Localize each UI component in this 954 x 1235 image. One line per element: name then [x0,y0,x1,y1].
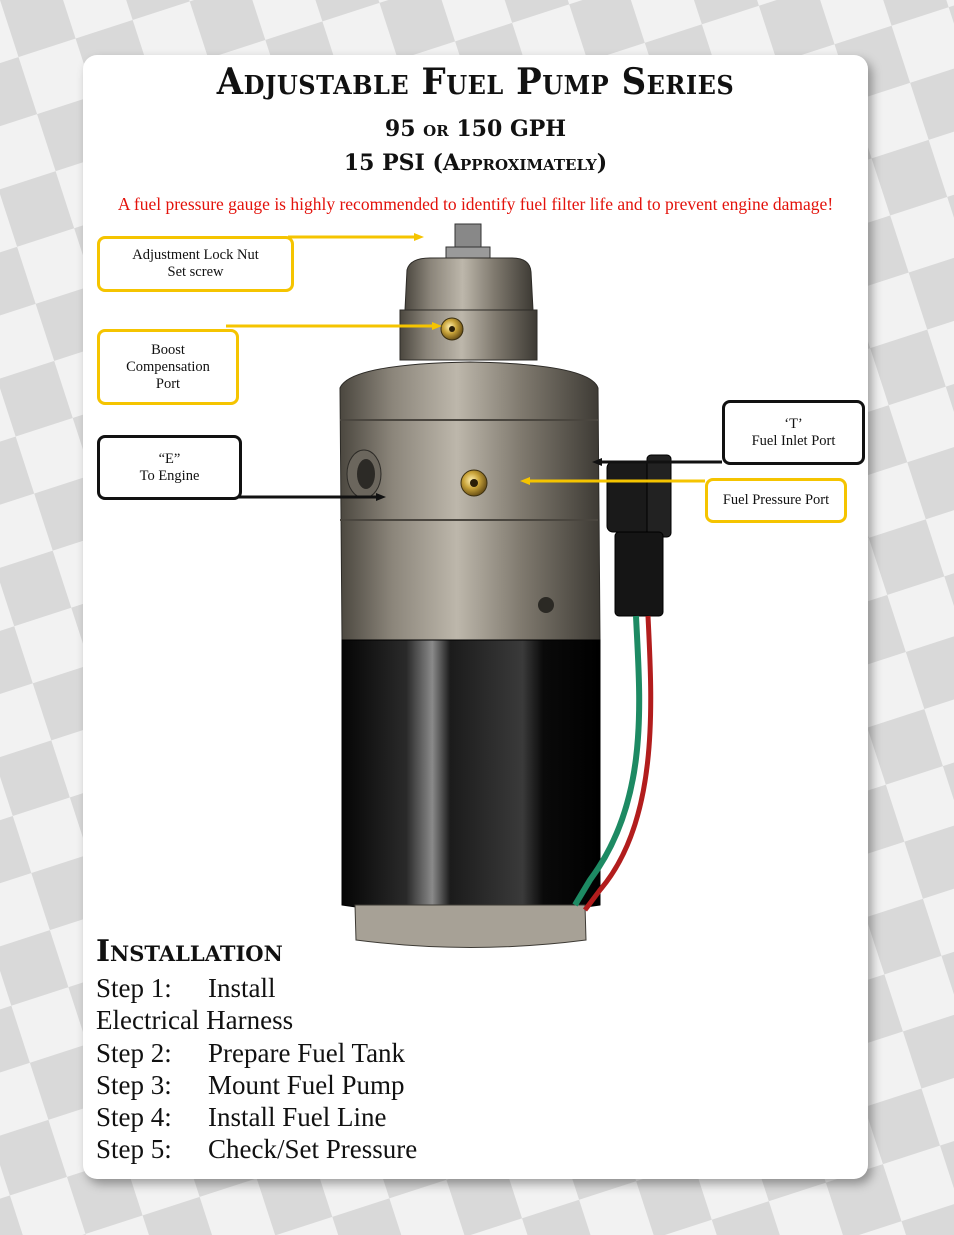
step-text: Mount Fuel Pump [208,1069,405,1100]
list-item [96,1133,417,1165]
step-text: Install Fuel Line [208,1102,387,1133]
step-number: Step 5: [96,1134,172,1165]
step-number: Step 1: [96,973,172,1003]
callout-boost-compensation-port [97,329,239,405]
flow-rate-subtitle: 95 or 150 GPH [384,116,567,142]
installation-heading: Installation [96,934,283,969]
callout-engine-line2: To Engine [139,467,200,484]
step-text: Prepare Fuel Tank [208,1037,406,1068]
list-item [96,972,417,1004]
step-text: Check/Set Pressure [208,1134,418,1165]
callout-boost-line2: Compensation [126,358,210,375]
callout-pressure-line1: Fuel Pressure Port [722,492,830,508]
installation-steps [96,972,417,1166]
callout-lock-nut-line1: Adjustment Lock Nut [132,247,259,263]
callout-boost-line1: Boost [151,341,185,358]
warning-text: A fuel pressure gauge is highly recommended to identify fuel filter life and to prevent engine damage! [117,194,834,214]
step-number: Step 4: [96,1102,172,1133]
callout-inlet-line1: ‘T’ [784,415,803,432]
step-number: Step 2: [96,1037,172,1068]
callout-inlet-line2: Fuel Inlet Port [751,432,836,449]
callout-lock-nut-line2: Set screw [167,264,224,280]
callout-adjustment-lock-nut [97,236,294,292]
list-item [96,1037,417,1069]
callout-to-engine [97,435,242,500]
callout-fuel-inlet-port [722,400,865,465]
step-text: Electrical Harness [96,1005,294,1036]
callout-boost-line3: Port [155,375,181,392]
list-item [96,1101,417,1133]
page-title: Adjustable Fuel Pump Series [216,60,735,104]
list-item [96,1069,417,1101]
pressure-subtitle: 15 PSI (Approximately) [343,150,608,176]
callout-engine-line1: “E” [158,450,181,467]
step-number: Step 3: [96,1069,172,1100]
callout-fuel-pressure-port [705,478,847,523]
list-item [96,1004,417,1036]
step-text: Install [208,973,276,1003]
